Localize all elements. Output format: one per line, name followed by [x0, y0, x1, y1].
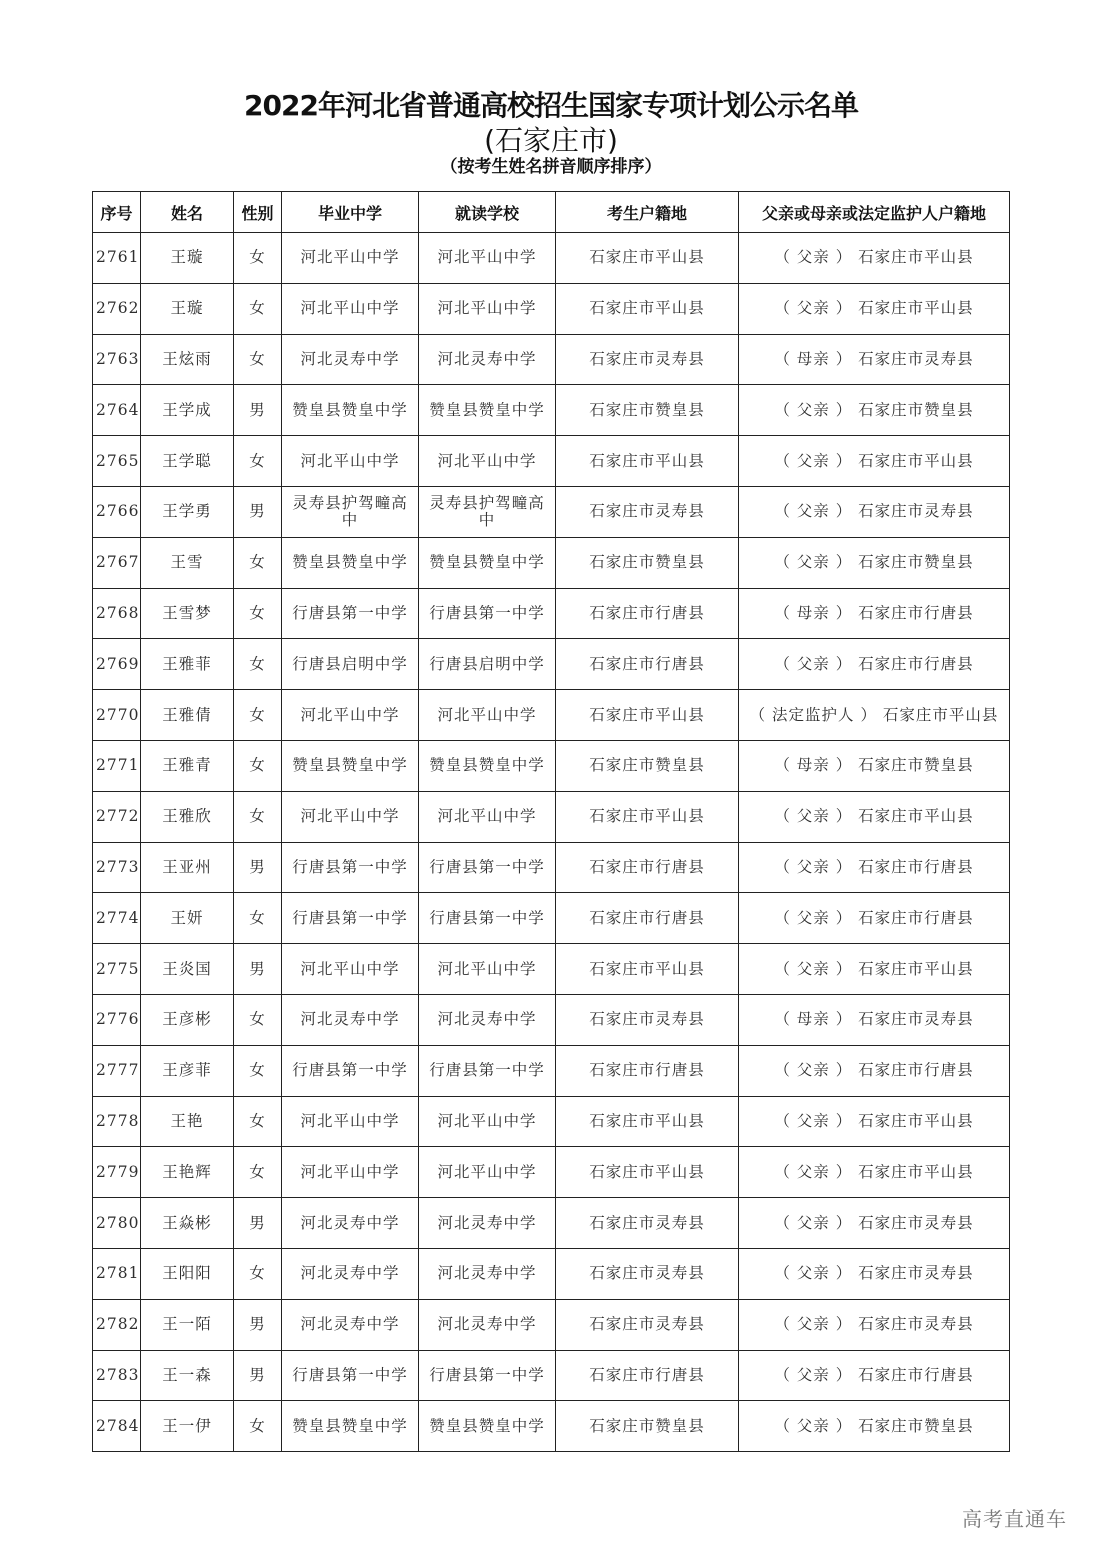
cell-guardian-hukou: （ 父亲 ） 石家庄市行唐县: [739, 893, 1010, 944]
table-row: [93, 233, 1010, 284]
cell-name: 王艳辉: [141, 1147, 234, 1198]
table-row: [93, 994, 1010, 1045]
cell-gender: 女: [234, 1096, 282, 1147]
cell-name: 王彦彬: [141, 994, 234, 1045]
cell-hukou: 石家庄市平山县: [556, 690, 739, 741]
cell-seq: 2761: [93, 233, 141, 284]
cell-name: 王雅倩: [141, 690, 234, 741]
column-header-seq: 序号: [93, 192, 141, 233]
cell-guardian-hukou: （ 父亲 ） 石家庄市平山县: [739, 283, 1010, 334]
cell-gender: 女: [234, 537, 282, 588]
cell-seq: 2770: [93, 690, 141, 741]
table-row: [93, 283, 1010, 334]
cell-seq: 2777: [93, 1045, 141, 1096]
watermark: 高考直通车: [962, 1507, 1067, 1531]
table-row: [93, 1248, 1010, 1299]
cell-guardian-hukou: （ 法定监护人 ） 石家庄市平山县: [739, 690, 1010, 741]
cell-study-school: 河北灵寿中学: [419, 1299, 556, 1350]
table-row: [93, 1198, 1010, 1249]
cell-name: 王雅青: [141, 740, 234, 791]
cell-name: 王学成: [141, 385, 234, 436]
cell-seq: 2772: [93, 791, 141, 842]
cell-name: 王璇: [141, 233, 234, 284]
table-row: [93, 486, 1010, 537]
cell-guardian-hukou: （ 父亲 ） 石家庄市平山县: [739, 791, 1010, 842]
cell-grad-school: 赞皇县赞皇中学: [282, 537, 419, 588]
cell-name: 王一伊: [141, 1401, 234, 1452]
cell-gender: 女: [234, 639, 282, 690]
cell-study-school: 行唐县启明中学: [419, 639, 556, 690]
cell-grad-school: 河北平山中学: [282, 436, 419, 487]
cell-hukou: 石家庄市平山县: [556, 1147, 739, 1198]
cell-grad-school: 河北灵寿中学: [282, 1299, 419, 1350]
cell-study-school: 行唐县第一中学: [419, 893, 556, 944]
cell-gender: 男: [234, 1350, 282, 1401]
cell-gender: 女: [234, 1401, 282, 1452]
cell-study-school: 河北平山中学: [419, 233, 556, 284]
cell-study-school: 河北平山中学: [419, 791, 556, 842]
cell-grad-school: 河北平山中学: [282, 283, 419, 334]
cell-study-school: 行唐县第一中学: [419, 1350, 556, 1401]
cell-gender: 女: [234, 791, 282, 842]
cell-hukou: 石家庄市行唐县: [556, 842, 739, 893]
cell-gender: 女: [234, 1248, 282, 1299]
table-row: [93, 944, 1010, 995]
cell-guardian-hukou: （ 父亲 ） 石家庄市平山县: [739, 1147, 1010, 1198]
cell-guardian-hukou: （ 父亲 ） 石家庄市灵寿县: [739, 486, 1010, 537]
table-row: [93, 1350, 1010, 1401]
cell-name: 王一森: [141, 1350, 234, 1401]
cell-study-school: 行唐县第一中学: [419, 588, 556, 639]
cell-seq: 2765: [93, 436, 141, 487]
cell-guardian-hukou: （ 父亲 ） 石家庄市灵寿县: [739, 1299, 1010, 1350]
column-header-grad-school: 毕业中学: [282, 192, 419, 233]
cell-study-school: 河北平山中学: [419, 283, 556, 334]
cell-name: 王学聪: [141, 436, 234, 487]
cell-grad-school: 河北平山中学: [282, 233, 419, 284]
cell-gender: 女: [234, 233, 282, 284]
cell-study-school: 赞皇县赞皇中学: [419, 385, 556, 436]
cell-gender: 女: [234, 1045, 282, 1096]
table-body: [93, 233, 1010, 1452]
cell-guardian-hukou: （ 父亲 ） 石家庄市平山县: [739, 233, 1010, 284]
cell-name: 王雪梦: [141, 588, 234, 639]
cell-study-school: 河北平山中学: [419, 944, 556, 995]
cell-gender: 女: [234, 334, 282, 385]
cell-seq: 2784: [93, 1401, 141, 1452]
cell-hukou: 石家庄市灵寿县: [556, 994, 739, 1045]
cell-seq: 2782: [93, 1299, 141, 1350]
cell-seq: 2768: [93, 588, 141, 639]
cell-guardian-hukou: （ 父亲 ） 石家庄市赞皇县: [739, 385, 1010, 436]
table-row: [93, 842, 1010, 893]
cell-grad-school: 行唐县第一中学: [282, 893, 419, 944]
cell-name: 王彦菲: [141, 1045, 234, 1096]
cell-study-school: 灵寿县护驾疃高中: [419, 486, 556, 537]
cell-study-school: 河北平山中学: [419, 1096, 556, 1147]
cell-grad-school: 行唐县第一中学: [282, 1350, 419, 1401]
cell-hukou: 石家庄市行唐县: [556, 639, 739, 690]
cell-seq: 2763: [93, 334, 141, 385]
cell-guardian-hukou: （ 父亲 ） 石家庄市灵寿县: [739, 1248, 1010, 1299]
table-row: [93, 1045, 1010, 1096]
cell-seq: 2780: [93, 1198, 141, 1249]
cell-seq: 2764: [93, 385, 141, 436]
cell-grad-school: 赞皇县赞皇中学: [282, 385, 419, 436]
cell-study-school: 河北平山中学: [419, 690, 556, 741]
cell-seq: 2778: [93, 1096, 141, 1147]
cell-study-school: 河北平山中学: [419, 436, 556, 487]
cell-guardian-hukou: （ 父亲 ） 石家庄市行唐县: [739, 639, 1010, 690]
cell-study-school: 赞皇县赞皇中学: [419, 537, 556, 588]
cell-seq: 2771: [93, 740, 141, 791]
cell-gender: 女: [234, 283, 282, 334]
cell-grad-school: 灵寿县护驾疃高中: [282, 486, 419, 537]
cell-grad-school: 河北灵寿中学: [282, 994, 419, 1045]
cell-study-school: 河北平山中学: [419, 1147, 556, 1198]
table-row: [93, 537, 1010, 588]
cell-seq: 2775: [93, 944, 141, 995]
cell-name: 王炫雨: [141, 334, 234, 385]
cell-grad-school: 河北平山中学: [282, 791, 419, 842]
cell-seq: 2779: [93, 1147, 141, 1198]
table-row: [93, 1401, 1010, 1452]
cell-grad-school: 行唐县启明中学: [282, 639, 419, 690]
cell-name: 王雅菲: [141, 639, 234, 690]
cell-gender: 男: [234, 486, 282, 537]
cell-gender: 女: [234, 1147, 282, 1198]
table-row: [93, 690, 1010, 741]
cell-guardian-hukou: （ 父亲 ） 石家庄市行唐县: [739, 1350, 1010, 1401]
cell-guardian-hukou: （ 父亲 ） 石家庄市平山县: [739, 1096, 1010, 1147]
cell-grad-school: 河北平山中学: [282, 944, 419, 995]
cell-study-school: 河北灵寿中学: [419, 1198, 556, 1249]
page-title: 2022年河北省普通高校招生国家专项计划公示名单: [244, 89, 858, 122]
cell-guardian-hukou: （ 父亲 ） 石家庄市灵寿县: [739, 1198, 1010, 1249]
cell-seq: 2773: [93, 842, 141, 893]
cell-grad-school: 行唐县第一中学: [282, 842, 419, 893]
cell-grad-school: 河北平山中学: [282, 690, 419, 741]
cell-grad-school: 河北平山中学: [282, 1147, 419, 1198]
cell-gender: 女: [234, 994, 282, 1045]
cell-hukou: 石家庄市灵寿县: [556, 1248, 739, 1299]
cell-gender: 男: [234, 1198, 282, 1249]
cell-hukou: 石家庄市平山县: [556, 1096, 739, 1147]
cell-name: 王焱彬: [141, 1198, 234, 1249]
cell-seq: 2769: [93, 639, 141, 690]
cell-study-school: 赞皇县赞皇中学: [419, 1401, 556, 1452]
cell-guardian-hukou: （ 母亲 ） 石家庄市行唐县: [739, 588, 1010, 639]
cell-hukou: 石家庄市平山县: [556, 436, 739, 487]
cell-study-school: 河北灵寿中学: [419, 334, 556, 385]
cell-hukou: 石家庄市平山县: [556, 283, 739, 334]
table-row: [93, 334, 1010, 385]
cell-seq: 2767: [93, 537, 141, 588]
cell-seq: 2762: [93, 283, 141, 334]
cell-hukou: 石家庄市行唐县: [556, 1045, 739, 1096]
cell-seq: 2766: [93, 486, 141, 537]
table-header-row: [93, 192, 1010, 233]
table-row: [93, 893, 1010, 944]
cell-name: 王妍: [141, 893, 234, 944]
cell-grad-school: 河北平山中学: [282, 1096, 419, 1147]
roster-table: [92, 191, 1010, 1452]
cell-guardian-hukou: （ 父亲 ） 石家庄市赞皇县: [739, 537, 1010, 588]
cell-grad-school: 河北灵寿中学: [282, 334, 419, 385]
cell-name: 王学勇: [141, 486, 234, 537]
cell-hukou: 石家庄市灵寿县: [556, 486, 739, 537]
cell-hukou: 石家庄市平山县: [556, 233, 739, 284]
cell-study-school: 河北灵寿中学: [419, 1248, 556, 1299]
column-header-name: 姓名: [141, 192, 234, 233]
cell-hukou: 石家庄市行唐县: [556, 588, 739, 639]
cell-seq: 2776: [93, 994, 141, 1045]
cell-guardian-hukou: （ 父亲 ） 石家庄市平山县: [739, 436, 1010, 487]
cell-grad-school: 河北灵寿中学: [282, 1248, 419, 1299]
table-row: [93, 791, 1010, 842]
cell-study-school: 行唐县第一中学: [419, 842, 556, 893]
cell-hukou: 石家庄市灵寿县: [556, 1299, 739, 1350]
cell-grad-school: 行唐县第一中学: [282, 588, 419, 639]
cell-name: 王雅欣: [141, 791, 234, 842]
cell-grad-school: 行唐县第一中学: [282, 1045, 419, 1096]
column-header-guardian-hukou: 父亲或母亲或法定监护人户籍地: [739, 192, 1010, 233]
cell-hukou: 石家庄市平山县: [556, 791, 739, 842]
cell-gender: 男: [234, 944, 282, 995]
cell-guardian-hukou: （ 父亲 ） 石家庄市赞皇县: [739, 1401, 1010, 1452]
cell-name: 王艳: [141, 1096, 234, 1147]
column-header-study-school: 就读学校: [419, 192, 556, 233]
cell-gender: 女: [234, 588, 282, 639]
cell-name: 王雪: [141, 537, 234, 588]
cell-seq: 2774: [93, 893, 141, 944]
column-header-gender: 性别: [234, 192, 282, 233]
cell-study-school: 行唐县第一中学: [419, 1045, 556, 1096]
cell-guardian-hukou: （ 母亲 ） 石家庄市赞皇县: [739, 740, 1010, 791]
cell-study-school: 赞皇县赞皇中学: [419, 740, 556, 791]
cell-gender: 女: [234, 740, 282, 791]
cell-hukou: 石家庄市灵寿县: [556, 1198, 739, 1249]
cell-grad-school: 河北灵寿中学: [282, 1198, 419, 1249]
cell-hukou: 石家庄市行唐县: [556, 1350, 739, 1401]
sort-note: （按考生姓名拼音顺序排序）: [440, 157, 662, 177]
cell-name: 王一陌: [141, 1299, 234, 1350]
cell-hukou: 石家庄市灵寿县: [556, 334, 739, 385]
cell-name: 王阳阳: [141, 1248, 234, 1299]
cell-grad-school: 赞皇县赞皇中学: [282, 740, 419, 791]
cell-guardian-hukou: （ 母亲 ） 石家庄市灵寿县: [739, 994, 1010, 1045]
table-row: [93, 385, 1010, 436]
cell-gender: 男: [234, 1299, 282, 1350]
table-row: [93, 1299, 1010, 1350]
cell-guardian-hukou: （ 父亲 ） 石家庄市平山县: [739, 944, 1010, 995]
table-row: [93, 639, 1010, 690]
cell-guardian-hukou: （ 母亲 ） 石家庄市灵寿县: [739, 334, 1010, 385]
table-row: [93, 1096, 1010, 1147]
cell-name: 王璇: [141, 283, 234, 334]
cell-hukou: 石家庄市平山县: [556, 944, 739, 995]
cell-hukou: 石家庄市赞皇县: [556, 1401, 739, 1452]
cell-guardian-hukou: （ 父亲 ） 石家庄市行唐县: [739, 842, 1010, 893]
cell-gender: 女: [234, 436, 282, 487]
cell-seq: 2781: [93, 1248, 141, 1299]
cell-name: 王炎国: [141, 944, 234, 995]
page-subtitle: (石家庄市): [484, 124, 618, 157]
cell-name: 王亚州: [141, 842, 234, 893]
cell-guardian-hukou: （ 父亲 ） 石家庄市行唐县: [739, 1045, 1010, 1096]
table-row: [93, 740, 1010, 791]
cell-study-school: 河北灵寿中学: [419, 994, 556, 1045]
cell-grad-school: 赞皇县赞皇中学: [282, 1401, 419, 1452]
cell-gender: 男: [234, 385, 282, 436]
cell-gender: 女: [234, 690, 282, 741]
cell-gender: 男: [234, 842, 282, 893]
cell-hukou: 石家庄市赞皇县: [556, 385, 739, 436]
table-row: [93, 588, 1010, 639]
cell-hukou: 石家庄市行唐县: [556, 893, 739, 944]
cell-hukou: 石家庄市赞皇县: [556, 740, 739, 791]
table-row: [93, 1147, 1010, 1198]
column-header-hukou: 考生户籍地: [556, 192, 739, 233]
table-row: [93, 436, 1010, 487]
cell-gender: 女: [234, 893, 282, 944]
cell-seq: 2783: [93, 1350, 141, 1401]
cell-hukou: 石家庄市赞皇县: [556, 537, 739, 588]
